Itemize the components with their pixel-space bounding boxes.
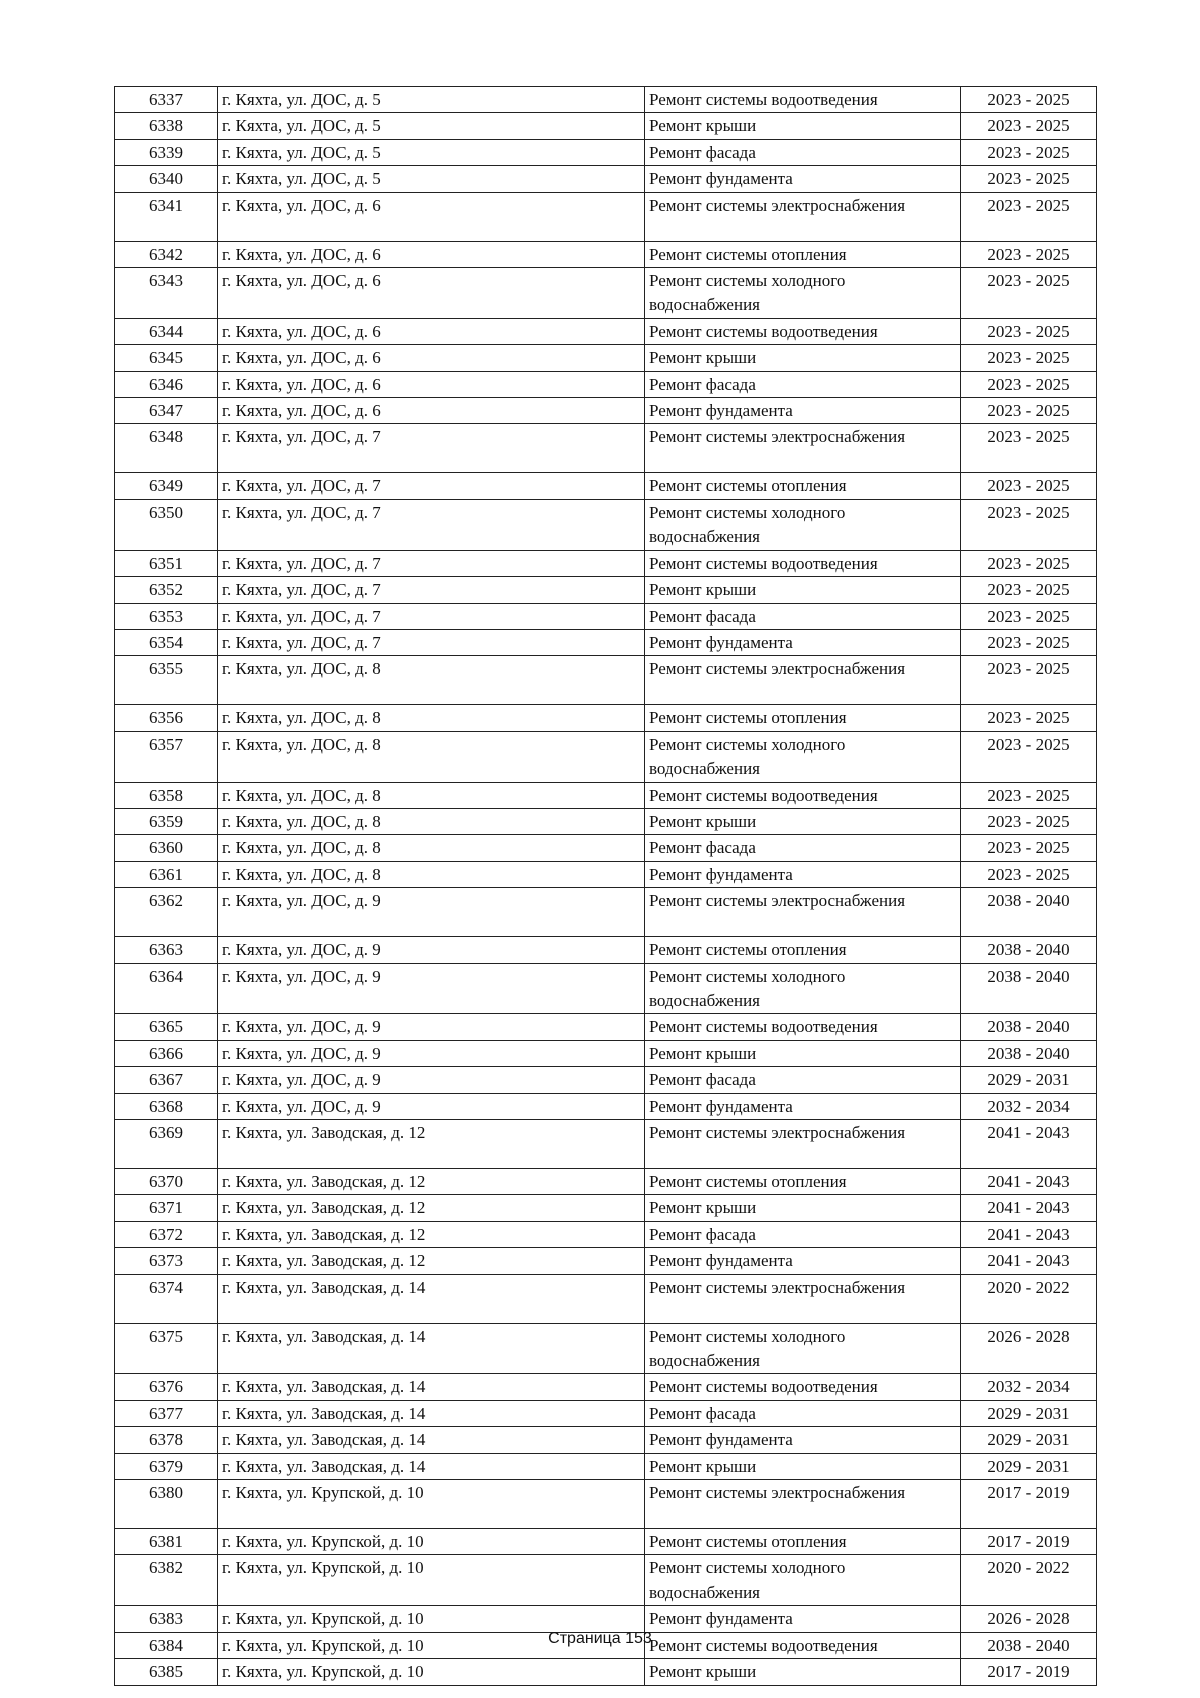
cell-work-type: Ремонт фундамента [645, 1427, 961, 1453]
cell-number: 6357 [115, 731, 218, 782]
cell-work-type: Ремонт системы холодного водоснабжения [645, 731, 961, 782]
repair-schedule-table [114, 86, 1097, 1686]
cell-address: г. Кяхта, ул. ДОС, д. 8 [218, 835, 645, 861]
cell-work-type: Ремонт фасада [645, 603, 961, 629]
cell-address: г. Кяхта, ул. ДОС, д. 5 [218, 166, 645, 192]
table-row [115, 1221, 1097, 1247]
table-row [115, 139, 1097, 165]
cell-address: г. Кяхта, ул. ДОС, д. 6 [218, 371, 645, 397]
cell-work-type: Ремонт системы электроснабжения [645, 1120, 961, 1169]
cell-period: 2017 - 2019 [961, 1480, 1097, 1529]
cell-address: г. Кяхта, ул. ДОС, д. 7 [218, 424, 645, 473]
cell-period: 2041 - 2043 [961, 1195, 1097, 1221]
cell-work-type: Ремонт системы электроснабжения [645, 888, 961, 937]
cell-address: г. Кяхта, ул. ДОС, д. 9 [218, 1014, 645, 1040]
table-row [115, 808, 1097, 834]
cell-work-type: Ремонт системы холодного водоснабжения [645, 1323, 961, 1374]
cell-period: 2023 - 2025 [961, 577, 1097, 603]
cell-number: 6345 [115, 345, 218, 371]
table-row [115, 1248, 1097, 1274]
cell-work-type: Ремонт системы отопления [645, 1169, 961, 1195]
cell-period: 2026 - 2028 [961, 1606, 1097, 1632]
cell-number: 6353 [115, 603, 218, 629]
cell-work-type: Ремонт фасада [645, 1067, 961, 1093]
cell-number: 6361 [115, 861, 218, 887]
cell-period: 2023 - 2025 [961, 705, 1097, 731]
cell-address: г. Кяхта, ул. Заводская, д. 12 [218, 1195, 645, 1221]
table-row [115, 499, 1097, 550]
cell-period: 2038 - 2040 [961, 937, 1097, 963]
cell-period: 2023 - 2025 [961, 499, 1097, 550]
cell-period: 2020 - 2022 [961, 1555, 1097, 1606]
cell-number: 6369 [115, 1120, 218, 1169]
cell-work-type: Ремонт системы холодного водоснабжения [645, 499, 961, 550]
cell-period: 2023 - 2025 [961, 398, 1097, 424]
cell-period: 2023 - 2025 [961, 835, 1097, 861]
cell-number: 6355 [115, 656, 218, 705]
cell-period: 2029 - 2031 [961, 1067, 1097, 1093]
cell-period: 2023 - 2025 [961, 371, 1097, 397]
cell-address: г. Кяхта, ул. ДОС, д. 8 [218, 861, 645, 887]
cell-number: 6384 [115, 1632, 218, 1658]
cell-work-type: Ремонт крыши [645, 808, 961, 834]
cell-number: 6342 [115, 241, 218, 267]
cell-address: г. Кяхта, ул. ДОС, д. 6 [218, 192, 645, 241]
cell-address: г. Кяхта, ул. ДОС, д. 6 [218, 318, 645, 344]
cell-address: г. Кяхта, ул. ДОС, д. 9 [218, 937, 645, 963]
cell-number: 6337 [115, 87, 218, 113]
cell-work-type: Ремонт крыши [645, 345, 961, 371]
table-row [115, 1120, 1097, 1169]
table-row [115, 371, 1097, 397]
cell-address: г. Кяхта, ул. ДОС, д. 5 [218, 87, 645, 113]
cell-address: г. Кяхта, ул. Заводская, д. 14 [218, 1453, 645, 1479]
cell-number: 6346 [115, 371, 218, 397]
cell-period: 2023 - 2025 [961, 345, 1097, 371]
cell-number: 6378 [115, 1427, 218, 1453]
cell-work-type: Ремонт крыши [645, 1659, 961, 1685]
table-row [115, 1067, 1097, 1093]
cell-address: г. Кяхта, ул. ДОС, д. 7 [218, 603, 645, 629]
table-row [115, 1606, 1097, 1632]
table-row [115, 1555, 1097, 1606]
cell-work-type: Ремонт фасада [645, 1221, 961, 1247]
cell-address: г. Кяхта, ул. ДОС, д. 5 [218, 113, 645, 139]
cell-number: 6349 [115, 473, 218, 499]
cell-address: г. Кяхта, ул. ДОС, д. 7 [218, 577, 645, 603]
table-row [115, 1480, 1097, 1529]
cell-work-type: Ремонт фундамента [645, 1093, 961, 1119]
cell-number: 6382 [115, 1555, 218, 1606]
cell-number: 6381 [115, 1529, 218, 1555]
cell-number: 6358 [115, 782, 218, 808]
cell-number: 6365 [115, 1014, 218, 1040]
cell-address: г. Кяхта, ул. Заводская, д. 12 [218, 1248, 645, 1274]
cell-address: г. Кяхта, ул. Заводская, д. 14 [218, 1323, 645, 1374]
cell-work-type: Ремонт системы электроснабжения [645, 192, 961, 241]
cell-address: г. Кяхта, ул. ДОС, д. 6 [218, 345, 645, 371]
cell-number: 6379 [115, 1453, 218, 1479]
cell-address: г. Кяхта, ул. ДОС, д. 7 [218, 550, 645, 576]
cell-number: 6347 [115, 398, 218, 424]
cell-work-type: Ремонт системы отопления [645, 705, 961, 731]
cell-work-type: Ремонт крыши [645, 1453, 961, 1479]
cell-number: 6348 [115, 424, 218, 473]
table-row [115, 1374, 1097, 1400]
table-row [115, 861, 1097, 887]
cell-number: 6376 [115, 1374, 218, 1400]
page-number: Страница 153 [548, 1630, 652, 1647]
cell-work-type: Ремонт системы водоотведения [645, 87, 961, 113]
cell-period: 2023 - 2025 [961, 241, 1097, 267]
cell-period: 2023 - 2025 [961, 808, 1097, 834]
table-row [115, 87, 1097, 113]
cell-work-type: Ремонт системы холодного водоснабжения [645, 963, 961, 1014]
cell-number: 6364 [115, 963, 218, 1014]
cell-number: 6352 [115, 577, 218, 603]
table-row [115, 1529, 1097, 1555]
cell-work-type: Ремонт системы водоотведения [645, 782, 961, 808]
table-row [115, 318, 1097, 344]
cell-period: 2023 - 2025 [961, 113, 1097, 139]
cell-work-type: Ремонт фундамента [645, 398, 961, 424]
cell-work-type: Ремонт системы водоотведения [645, 1014, 961, 1040]
cell-address: г. Кяхта, ул. Заводская, д. 12 [218, 1120, 645, 1169]
cell-number: 6377 [115, 1400, 218, 1426]
cell-work-type: Ремонт фасада [645, 1400, 961, 1426]
cell-number: 6363 [115, 937, 218, 963]
cell-address: г. Кяхта, ул. Крупской, д. 10 [218, 1632, 645, 1658]
cell-address: г. Кяхта, ул. ДОС, д. 9 [218, 888, 645, 937]
table-row [115, 1040, 1097, 1066]
cell-work-type: Ремонт фундамента [645, 1606, 961, 1632]
table-row [115, 398, 1097, 424]
cell-period: 2032 - 2034 [961, 1093, 1097, 1119]
cell-address: г. Кяхта, ул. ДОС, д. 6 [218, 241, 645, 267]
cell-period: 2023 - 2025 [961, 268, 1097, 319]
cell-address: г. Кяхта, ул. Заводская, д. 14 [218, 1427, 645, 1453]
cell-work-type: Ремонт фундамента [645, 861, 961, 887]
table-row [115, 705, 1097, 731]
cell-work-type: Ремонт системы отопления [645, 937, 961, 963]
table-row [115, 550, 1097, 576]
cell-work-type: Ремонт системы водоотведения [645, 550, 961, 576]
cell-period: 2029 - 2031 [961, 1453, 1097, 1479]
cell-number: 6356 [115, 705, 218, 731]
table-row [115, 937, 1097, 963]
cell-address: г. Кяхта, ул. ДОС, д. 6 [218, 398, 645, 424]
cell-period: 2023 - 2025 [961, 318, 1097, 344]
table-row [115, 888, 1097, 937]
cell-number: 6339 [115, 139, 218, 165]
cell-period: 2023 - 2025 [961, 782, 1097, 808]
cell-work-type: Ремонт крыши [645, 1040, 961, 1066]
cell-period: 2038 - 2040 [961, 963, 1097, 1014]
table-row [115, 1659, 1097, 1685]
cell-number: 6371 [115, 1195, 218, 1221]
table-row [115, 1274, 1097, 1323]
cell-period: 2038 - 2040 [961, 1632, 1097, 1658]
table-row [115, 192, 1097, 241]
cell-period: 2023 - 2025 [961, 139, 1097, 165]
cell-period: 2038 - 2040 [961, 888, 1097, 937]
cell-address: г. Кяхта, ул. ДОС, д. 8 [218, 731, 645, 782]
cell-number: 6368 [115, 1093, 218, 1119]
cell-address: г. Кяхта, ул. ДОС, д. 8 [218, 656, 645, 705]
cell-address: г. Кяхта, ул. ДОС, д. 8 [218, 782, 645, 808]
cell-work-type: Ремонт системы отопления [645, 241, 961, 267]
cell-number: 6380 [115, 1480, 218, 1529]
cell-period: 2023 - 2025 [961, 731, 1097, 782]
cell-number: 6374 [115, 1274, 218, 1323]
cell-address: г. Кяхта, ул. ДОС, д. 5 [218, 139, 645, 165]
cell-period: 2023 - 2025 [961, 424, 1097, 473]
cell-period: 2023 - 2025 [961, 629, 1097, 655]
table-row [115, 963, 1097, 1014]
cell-period: 2032 - 2034 [961, 1374, 1097, 1400]
table-row [115, 268, 1097, 319]
cell-work-type: Ремонт системы водоотведения [645, 1632, 961, 1658]
cell-address: г. Кяхта, ул. Заводская, д. 14 [218, 1274, 645, 1323]
cell-number: 6362 [115, 888, 218, 937]
cell-period: 2041 - 2043 [961, 1120, 1097, 1169]
cell-number: 6343 [115, 268, 218, 319]
cell-period: 2023 - 2025 [961, 550, 1097, 576]
cell-period: 2017 - 2019 [961, 1659, 1097, 1685]
cell-number: 6366 [115, 1040, 218, 1066]
table-row [115, 835, 1097, 861]
cell-address: г. Кяхта, ул. Крупской, д. 10 [218, 1606, 645, 1632]
cell-address: г. Кяхта, ул. ДОС, д. 9 [218, 1067, 645, 1093]
cell-address: г. Кяхта, ул. Заводская, д. 14 [218, 1374, 645, 1400]
cell-period: 2023 - 2025 [961, 87, 1097, 113]
cell-period: 2029 - 2031 [961, 1400, 1097, 1426]
table-row [115, 1400, 1097, 1426]
table-body [115, 87, 1097, 1686]
cell-number: 6350 [115, 499, 218, 550]
table-row [115, 473, 1097, 499]
cell-address: г. Кяхта, ул. Заводская, д. 14 [218, 1400, 645, 1426]
cell-number: 6341 [115, 192, 218, 241]
table-row [115, 1014, 1097, 1040]
table-row [115, 782, 1097, 808]
table-row [115, 1427, 1097, 1453]
cell-number: 6359 [115, 808, 218, 834]
table-row [115, 656, 1097, 705]
cell-work-type: Ремонт системы электроснабжения [645, 1480, 961, 1529]
cell-address: г. Кяхта, ул. ДОС, д. 6 [218, 268, 645, 319]
cell-number: 6340 [115, 166, 218, 192]
table-row [115, 577, 1097, 603]
cell-number: 6385 [115, 1659, 218, 1685]
table-row [115, 424, 1097, 473]
cell-period: 2023 - 2025 [961, 861, 1097, 887]
cell-address: г. Кяхта, ул. Заводская, д. 12 [218, 1221, 645, 1247]
cell-work-type: Ремонт крыши [645, 1195, 961, 1221]
cell-address: г. Кяхта, ул. Крупской, д. 10 [218, 1555, 645, 1606]
cell-period: 2026 - 2028 [961, 1323, 1097, 1374]
cell-work-type: Ремонт фундамента [645, 166, 961, 192]
cell-address: г. Кяхта, ул. ДОС, д. 7 [218, 629, 645, 655]
cell-address: г. Кяхта, ул. Крупской, д. 10 [218, 1529, 645, 1555]
cell-work-type: Ремонт фасада [645, 139, 961, 165]
cell-work-type: Ремонт системы водоотведения [645, 318, 961, 344]
cell-period: 2017 - 2019 [961, 1529, 1097, 1555]
cell-period: 2038 - 2040 [961, 1014, 1097, 1040]
table-row [115, 629, 1097, 655]
table-row [115, 113, 1097, 139]
cell-number: 6360 [115, 835, 218, 861]
cell-work-type: Ремонт системы отопления [645, 1529, 961, 1555]
cell-period: 2041 - 2043 [961, 1169, 1097, 1195]
cell-number: 6344 [115, 318, 218, 344]
cell-number: 6372 [115, 1221, 218, 1247]
cell-period: 2041 - 2043 [961, 1248, 1097, 1274]
cell-number: 6367 [115, 1067, 218, 1093]
cell-work-type: Ремонт системы холодного водоснабжения [645, 1555, 961, 1606]
table-row [115, 1453, 1097, 1479]
table-row [115, 603, 1097, 629]
cell-work-type: Ремонт фасада [645, 835, 961, 861]
cell-address: г. Кяхта, ул. ДОС, д. 9 [218, 1093, 645, 1119]
cell-period: 2020 - 2022 [961, 1274, 1097, 1323]
table-row [115, 731, 1097, 782]
cell-work-type: Ремонт системы холодного водоснабжения [645, 268, 961, 319]
table-row [115, 241, 1097, 267]
cell-period: 2023 - 2025 [961, 656, 1097, 705]
cell-number: 6351 [115, 550, 218, 576]
cell-period: 2029 - 2031 [961, 1427, 1097, 1453]
cell-address: г. Кяхта, ул. ДОС, д. 8 [218, 705, 645, 731]
cell-work-type: Ремонт системы водоотведения [645, 1374, 961, 1400]
table-row [115, 166, 1097, 192]
table-row [115, 1195, 1097, 1221]
cell-work-type: Ремонт системы отопления [645, 473, 961, 499]
cell-number: 6373 [115, 1248, 218, 1274]
cell-work-type: Ремонт крыши [645, 577, 961, 603]
cell-work-type: Ремонт системы электроснабжения [645, 656, 961, 705]
cell-number: 6375 [115, 1323, 218, 1374]
cell-address: г. Кяхта, ул. ДОС, д. 9 [218, 1040, 645, 1066]
cell-period: 2041 - 2043 [961, 1221, 1097, 1247]
cell-address: г. Кяхта, ул. Крупской, д. 10 [218, 1480, 645, 1529]
cell-work-type: Ремонт системы электроснабжения [645, 1274, 961, 1323]
cell-number: 6383 [115, 1606, 218, 1632]
table-row [115, 345, 1097, 371]
cell-address: г. Кяхта, ул. Крупской, д. 10 [218, 1659, 645, 1685]
cell-work-type: Ремонт фундамента [645, 629, 961, 655]
cell-address: г. Кяхта, ул. ДОС, д. 7 [218, 499, 645, 550]
table-row [115, 1093, 1097, 1119]
cell-address: г. Кяхта, ул. ДОС, д. 7 [218, 473, 645, 499]
cell-address: г. Кяхта, ул. ДОС, д. 9 [218, 963, 645, 1014]
cell-period: 2023 - 2025 [961, 473, 1097, 499]
cell-number: 6370 [115, 1169, 218, 1195]
cell-work-type: Ремонт крыши [645, 113, 961, 139]
table-row [115, 1169, 1097, 1195]
cell-period: 2038 - 2040 [961, 1040, 1097, 1066]
cell-period: 2023 - 2025 [961, 192, 1097, 241]
cell-work-type: Ремонт фасада [645, 371, 961, 397]
cell-work-type: Ремонт системы электроснабжения [645, 424, 961, 473]
table-row [115, 1323, 1097, 1374]
cell-work-type: Ремонт фундамента [645, 1248, 961, 1274]
cell-number: 6354 [115, 629, 218, 655]
cell-period: 2023 - 2025 [961, 166, 1097, 192]
cell-address: г. Кяхта, ул. ДОС, д. 8 [218, 808, 645, 834]
cell-number: 6338 [115, 113, 218, 139]
cell-address: г. Кяхта, ул. Заводская, д. 12 [218, 1169, 645, 1195]
cell-period: 2023 - 2025 [961, 603, 1097, 629]
